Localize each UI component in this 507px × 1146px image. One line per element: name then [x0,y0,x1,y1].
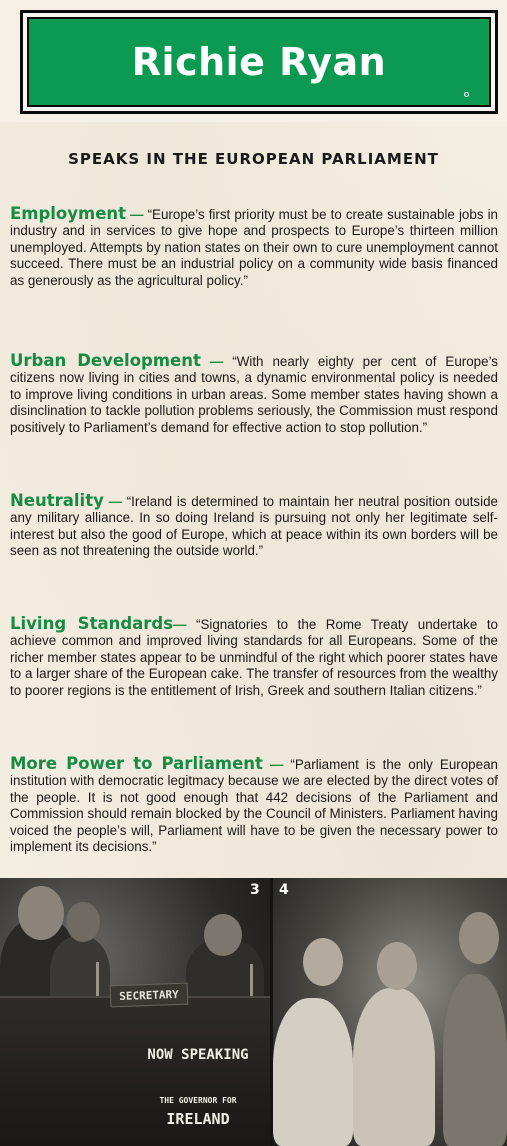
section-living-standards [10,616,498,699]
person-head [18,886,64,940]
title-box [20,10,498,114]
header-band [0,0,507,122]
section-quote: “Ireland is determined to maintain her neutral position outside any military alliance. In so doing Ireland is pursuing not only her legitimate self-interest but also the good of Europe, which at peace within its own borders will be seen as not threatening the outside world.” [10,494,498,559]
photo-strip [0,878,507,1146]
section-quote: “With nearly eighty per cent of Europe’s citizens now living in cities and towns, a dynamic environmental policy is needed to improve living conditions in urban areas. Some member states having shown a disinclination to tackle pollution problems seriously, the Commission must respond positively to Parliament’s demand for effective action to stop pollution.” [10,354,498,435]
person-head [459,912,499,964]
ireland-sign: IRELAND [166,1110,230,1128]
governor-sign: THE GOVERNOR FOR [159,1096,237,1105]
section-heading: Employment [10,204,127,223]
page-title: Richie Ryan [131,40,387,84]
section-quote: “Europe’s first priority must be to create sustainable jobs in industry and in services to give hope and prospects to Europe’s thirteen million unemployed. Attempts by nation states on their own to cure unemployment cannot succeed. There must be an industrial policy on a community wide basis financed as generously as the agricultural policy.” [10,207,498,288]
person-head [377,942,417,990]
section-heading: Urban Development [10,351,201,370]
decorative-dot-icon [464,92,469,97]
photo-handshake [273,878,507,1146]
secretary-sign: SECRETARY [110,983,189,1008]
section-heading: Living Standards [10,614,174,633]
section-heading: More Power to Parliament [10,754,263,773]
photo-number: 3 [250,882,260,898]
section-employment [10,206,498,289]
person-head [66,902,100,942]
photo-number: 4 [279,882,289,898]
section-more-power [10,756,498,855]
section-urban-development [10,353,498,436]
section-heading: Neutrality [10,491,104,510]
section-neutrality [10,493,498,560]
person-silhouette [273,998,353,1146]
person-silhouette [443,974,507,1146]
photo-now-speaking [0,878,270,1146]
now-speaking-sign: NOW SPEAKING [147,1047,249,1063]
section-dash: — [173,617,196,632]
microphone-icon [250,964,253,1000]
page-subtitle: SPEAKS IN THE EUROPEAN PARLIAMENT [68,150,439,168]
section-dash: — [200,354,233,369]
person-silhouette [353,988,435,1146]
section-quote: “Signatories to the Rome Treaty undertake to achieve common and improved living standards for all Europeans. Some of the richer member states appear to be unmindful of the right which poorer states have to a larger share of the European cake. The transfer of resources from the wealthy to poorer regions is the entitlement of Irish, Greek and southern Italian citizens.” [10,617,498,698]
section-quote: “Parliament is the only European institution with democratic legitmacy because we are elected by the direct votes of the people. It is not good enough that 442 decisions of the Parliament and Commission should remain blocked by the Council of Ministers. Parliament having voiced the people’s will, Parliament will have to be given the necessary power to implement its decisions.” [10,757,498,855]
person-head [204,914,242,956]
section-dash: — [126,207,148,222]
person-head [303,938,343,986]
section-dash: — [103,494,127,509]
section-dash: — [262,757,291,772]
